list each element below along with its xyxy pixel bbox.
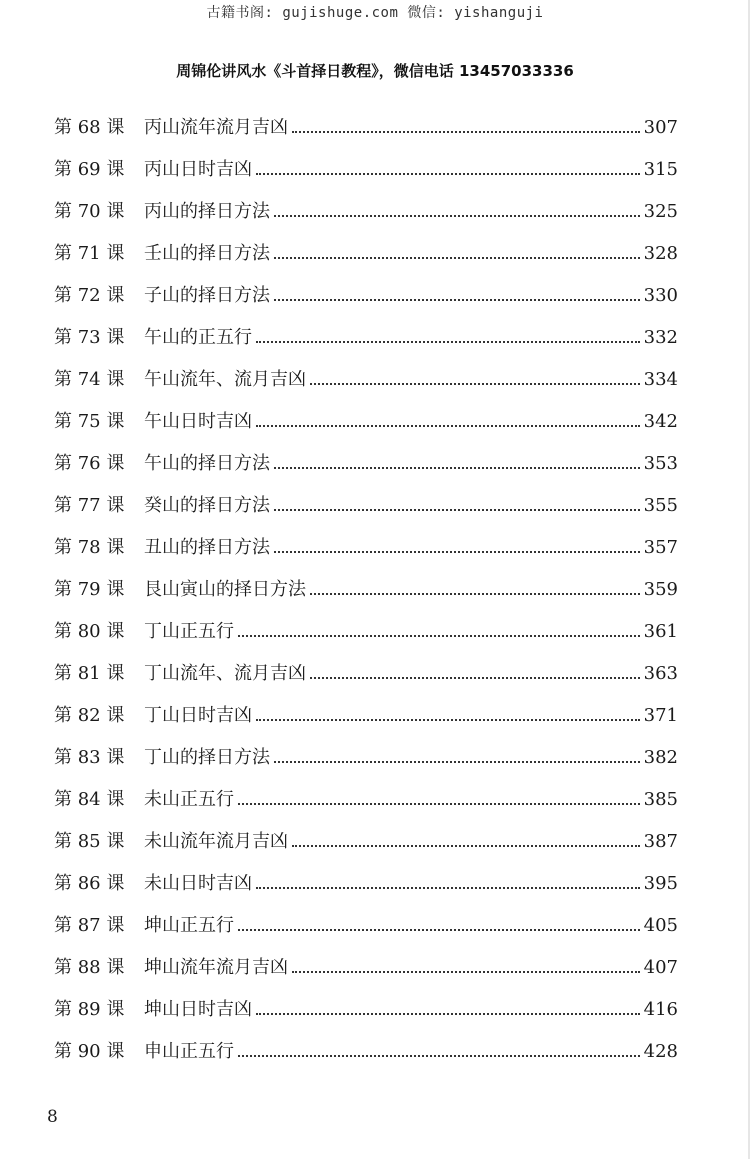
toc-entry: [144, 533, 678, 559]
toc-entry: [144, 743, 678, 769]
toc-title: 丑山的择日方法: [144, 537, 270, 558]
page-number: 8: [47, 1107, 58, 1127]
toc-title: 丁山正五行: [144, 621, 234, 642]
toc-lesson-number: 第 77 课: [54, 495, 125, 516]
toc-page-number: 361: [643, 621, 678, 642]
toc-lesson-number: 第 74 课: [54, 369, 125, 390]
toc-row: [54, 189, 678, 231]
toc-row: [54, 693, 678, 735]
toc-entry: [144, 407, 678, 433]
toc-row: [54, 777, 678, 819]
toc-page-number: 395: [643, 873, 678, 894]
toc-row: [54, 147, 678, 189]
toc-row: [54, 441, 678, 483]
toc-row: [54, 483, 678, 525]
dot-leader: [274, 467, 640, 469]
toc-entry: [144, 197, 678, 223]
toc-page-number: 385: [643, 789, 678, 810]
toc-row: [54, 861, 678, 903]
toc-entry: [144, 449, 678, 475]
toc-row: [54, 525, 678, 567]
toc-row: [54, 819, 678, 861]
toc-page-number: 353: [643, 453, 678, 474]
dot-leader: [238, 635, 640, 637]
toc-entry: [144, 575, 678, 601]
toc-page-number: 387: [643, 831, 678, 852]
toc-title: 丁山日时吉凶: [144, 705, 252, 726]
toc-title: 午山的正五行: [144, 327, 252, 348]
toc-title: 午山的择日方法: [144, 453, 270, 474]
toc-lesson-number: 第 80 课: [54, 621, 125, 642]
toc-entry: [144, 785, 678, 811]
toc-lesson-number: 第 76 课: [54, 453, 125, 474]
toc-row: [54, 735, 678, 777]
toc-page-number: 359: [643, 579, 678, 600]
toc-title: 子山的择日方法: [144, 285, 270, 306]
toc-page-number: 315: [643, 159, 678, 180]
toc-page-number: 328: [643, 243, 678, 264]
dot-leader: [292, 845, 640, 847]
toc-lesson-number: 第 83 课: [54, 747, 125, 768]
banner-text: 周锦伦讲风水《斗首择日教程》，微信电话 13457033336: [176, 62, 574, 80]
toc-row: [54, 357, 678, 399]
toc-title: 午山日时吉凶: [144, 411, 252, 432]
toc-page-number: 342: [643, 411, 678, 432]
toc-row: [54, 105, 678, 147]
toc-entry: [144, 491, 678, 517]
toc-page-number: 330: [643, 285, 678, 306]
dot-leader: [310, 677, 640, 679]
toc-row: [54, 315, 678, 357]
dot-leader: [256, 341, 640, 343]
toc-title: 丁山流年、流月吉凶: [144, 663, 306, 684]
dot-leader: [274, 551, 640, 553]
toc-lesson-number: 第 90 课: [54, 1041, 125, 1062]
toc-row: [54, 231, 678, 273]
toc-entry: [144, 113, 678, 139]
toc-title: 丙山日时吉凶: [144, 159, 252, 180]
dot-leader: [256, 1013, 640, 1015]
toc-lesson-number: 第 84 课: [54, 789, 125, 810]
toc-title: 丁山的择日方法: [144, 747, 270, 768]
dot-leader: [274, 215, 640, 217]
toc-entry: [144, 1037, 678, 1063]
toc-row: [54, 903, 678, 945]
dot-leader: [238, 1055, 640, 1057]
toc-page-number: 407: [643, 957, 678, 978]
toc-title: 坤山流年流月吉凶: [144, 957, 288, 978]
dot-leader: [292, 131, 640, 133]
toc-row: [54, 273, 678, 315]
dot-leader: [310, 593, 640, 595]
toc-entry: [144, 365, 678, 391]
toc-page-number: 355: [643, 495, 678, 516]
toc-lesson-number: 第 72 课: [54, 285, 125, 306]
dot-leader: [274, 299, 640, 301]
toc-row: [54, 945, 678, 987]
toc-title: 午山流年、流月吉凶: [144, 369, 306, 390]
dot-leader: [274, 761, 640, 763]
toc-title: 丙山流年流月吉凶: [144, 117, 288, 138]
toc-lesson-number: 第 79 课: [54, 579, 125, 600]
toc-lesson-number: 第 86 课: [54, 873, 125, 894]
toc-page-number: 382: [643, 747, 678, 768]
toc-title: 坤山正五行: [144, 915, 234, 936]
dot-leader: [292, 971, 640, 973]
toc-entry: [144, 869, 678, 895]
toc-page-number: 363: [643, 663, 678, 684]
toc-title: 癸山的择日方法: [144, 495, 270, 516]
toc-row: [54, 399, 678, 441]
toc-page-number: 332: [643, 327, 678, 348]
dot-leader: [310, 383, 640, 385]
toc-page-number: 357: [643, 537, 678, 558]
dot-leader: [256, 173, 640, 175]
toc-page-number: 405: [643, 915, 678, 936]
toc-lesson-number: 第 85 课: [54, 831, 125, 852]
toc-title: 未山正五行: [144, 789, 234, 810]
toc-title: 丙山的择日方法: [144, 201, 270, 222]
toc-lesson-number: 第 81 课: [54, 663, 125, 684]
toc-lesson-number: 第 75 课: [54, 411, 125, 432]
toc-page-number: 416: [643, 999, 678, 1020]
toc-lesson-number: 第 78 课: [54, 537, 125, 558]
toc-title: 艮山寅山的择日方法: [144, 579, 306, 600]
toc-lesson-number: 第 69 课: [54, 159, 125, 180]
toc-lesson-number: 第 87 课: [54, 915, 125, 936]
toc-title: 未山流年流月吉凶: [144, 831, 288, 852]
toc-entry: [144, 701, 678, 727]
toc-row: [54, 567, 678, 609]
toc-row: [54, 609, 678, 651]
toc-title: 未山日时吉凶: [144, 873, 252, 894]
toc-lesson-number: 第 70 课: [54, 201, 125, 222]
toc-entry: [144, 911, 678, 937]
toc-entry: [144, 953, 678, 979]
watermark-text: 古籍书阁: gujishuge.com 微信: yishanguji: [206, 5, 544, 21]
toc-title: 壬山的择日方法: [144, 243, 270, 264]
toc-page-number: 325: [643, 201, 678, 222]
dot-leader: [256, 719, 640, 721]
toc-entry: [144, 827, 678, 853]
toc-entry: [144, 659, 678, 685]
dot-leader: [256, 887, 640, 889]
dot-leader: [274, 257, 640, 259]
toc-page-number: 307: [643, 117, 678, 138]
toc-entry: [144, 239, 678, 265]
toc-page-number: 334: [643, 369, 678, 390]
table-of-contents: [54, 105, 678, 1071]
toc-title: 申山正五行: [144, 1041, 234, 1062]
toc-row: [54, 651, 678, 693]
toc-title: 坤山日时吉凶: [144, 999, 252, 1020]
toc-entry: [144, 155, 678, 181]
dot-leader: [256, 425, 640, 427]
toc-entry: [144, 323, 678, 349]
toc-lesson-number: 第 89 课: [54, 999, 125, 1020]
toc-lesson-number: 第 73 课: [54, 327, 125, 348]
toc-lesson-number: 第 82 课: [54, 705, 125, 726]
dot-leader: [238, 803, 640, 805]
toc-entry: [144, 995, 678, 1021]
toc-lesson-number: 第 88 课: [54, 957, 125, 978]
toc-lesson-number: 第 71 课: [54, 243, 125, 264]
toc-page-number: 371: [643, 705, 678, 726]
toc-row: [54, 987, 678, 1029]
toc-entry: [144, 617, 678, 643]
dot-leader: [274, 509, 640, 511]
toc-lesson-number: 第 68 课: [54, 117, 125, 138]
dot-leader: [238, 929, 640, 931]
toc-row: [54, 1029, 678, 1071]
toc-entry: [144, 281, 678, 307]
toc-page-number: 428: [643, 1041, 678, 1062]
